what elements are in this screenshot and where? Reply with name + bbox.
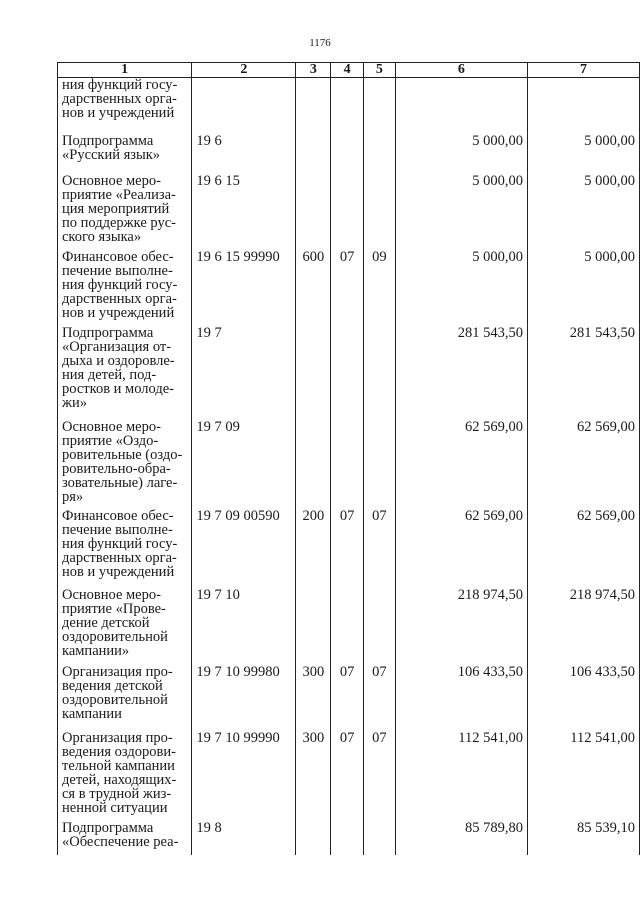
item-name: Основное меро- приятие «Реализа- ция мероприятий по поддержке рус- ского языка» <box>58 174 192 250</box>
section: 07 <box>331 731 364 821</box>
expense-type: 200 <box>296 509 331 588</box>
expense-type: 600 <box>296 250 331 326</box>
column-header: 2 <box>192 63 296 78</box>
subsection <box>363 78 395 134</box>
table-body <box>58 78 640 855</box>
subsection: 07 <box>363 665 395 731</box>
amount-col6: 5 000,00 <box>395 250 527 326</box>
subsection <box>363 174 395 250</box>
expense-type <box>296 174 331 250</box>
amount-col7: 5 000,00 <box>527 250 639 326</box>
amount-col7: 85 539,10 <box>527 821 639 855</box>
target-code <box>192 78 296 134</box>
target-code: 19 6 15 99990 <box>192 250 296 326</box>
section <box>331 326 364 420</box>
target-code: 19 6 15 <box>192 174 296 250</box>
target-code: 19 7 09 <box>192 420 296 509</box>
column-header: 6 <box>395 63 527 78</box>
section <box>331 821 364 855</box>
subsection <box>363 588 395 665</box>
target-code: 19 7 <box>192 326 296 420</box>
budget-table <box>57 62 640 855</box>
table-row <box>58 174 640 250</box>
item-name: Финансовое обес- печение выполне- ния функций госу- дарственных орга- нов и учреждений <box>58 250 192 326</box>
amount-col7 <box>527 78 639 134</box>
expense-type <box>296 78 331 134</box>
section <box>331 78 364 134</box>
section: 07 <box>331 509 364 588</box>
column-header: 7 <box>527 63 639 78</box>
expense-type <box>296 134 331 174</box>
amount-col6: 5 000,00 <box>395 174 527 250</box>
amount-col6: 106 433,50 <box>395 665 527 731</box>
table-row <box>58 509 640 588</box>
amount-col6: 62 569,00 <box>395 509 527 588</box>
expense-type <box>296 821 331 855</box>
target-code: 19 7 10 <box>192 588 296 665</box>
subsection <box>363 134 395 174</box>
page-number: 1176 <box>309 37 331 49</box>
expense-type: 300 <box>296 731 331 821</box>
section <box>331 420 364 509</box>
subsection: 07 <box>363 509 395 588</box>
item-name: ния функций госу- дарственных орга- нов и учреждений <box>58 78 192 134</box>
amount-col6: 112 541,00 <box>395 731 527 821</box>
amount-col7: 281 543,50 <box>527 326 639 420</box>
amount-col6: 281 543,50 <box>395 326 527 420</box>
item-name: Организация про- ведения оздорови- тельной кампании детей, находящих- ся в трудной жиз- ненной ситуации <box>58 731 192 821</box>
table-row <box>58 134 640 174</box>
column-header: 4 <box>331 63 364 78</box>
subsection <box>363 420 395 509</box>
amount-col7: 112 541,00 <box>527 731 639 821</box>
expense-type <box>296 326 331 420</box>
item-name: Подпрограмма «Русский язык» <box>58 134 192 174</box>
section: 07 <box>331 665 364 731</box>
table-row <box>58 78 640 134</box>
table-row <box>58 420 640 509</box>
section <box>331 174 364 250</box>
item-name: Организация про- ведения детской оздоровительной кампании <box>58 665 192 731</box>
item-name: Подпрограмма «Обеспечение реа- <box>58 821 192 855</box>
subsection <box>363 326 395 420</box>
section <box>331 134 364 174</box>
column-header: 3 <box>296 63 331 78</box>
expense-type <box>296 588 331 665</box>
table-row <box>58 326 640 420</box>
column-header: 1 <box>58 63 192 78</box>
subsection: 09 <box>363 250 395 326</box>
subsection: 07 <box>363 731 395 821</box>
expense-type: 300 <box>296 665 331 731</box>
subsection <box>363 821 395 855</box>
target-code: 19 6 <box>192 134 296 174</box>
item-name: Финансовое обес- печение выполне- ния функций госу- дарственных орга- нов и учреждений <box>58 509 192 588</box>
table-row <box>58 665 640 731</box>
amount-col6 <box>395 78 527 134</box>
amount-col6: 85 789,80 <box>395 821 527 855</box>
table-row <box>58 588 640 665</box>
item-name: Основное меро- приятие «Прове- дение детской оздоровительной кампании» <box>58 588 192 665</box>
amount-col7: 62 569,00 <box>527 420 639 509</box>
column-header: 5 <box>363 63 395 78</box>
table-row <box>58 821 640 855</box>
amount-col6: 218 974,50 <box>395 588 527 665</box>
amount-col7: 106 433,50 <box>527 665 639 731</box>
amount-col7: 218 974,50 <box>527 588 639 665</box>
amount-col7: 5 000,00 <box>527 174 639 250</box>
expense-type <box>296 420 331 509</box>
amount-col7: 62 569,00 <box>527 509 639 588</box>
item-name: Основное меро- приятие «Оздо- ровительные (оздо- ровительно-обра- зовательные) лаге- ря» <box>58 420 192 509</box>
table-row <box>58 731 640 821</box>
amount-col6: 62 569,00 <box>395 420 527 509</box>
amount-col6: 5 000,00 <box>395 134 527 174</box>
target-code: 19 8 <box>192 821 296 855</box>
header-row <box>58 63 640 78</box>
target-code: 19 7 09 00590 <box>192 509 296 588</box>
amount-col7: 5 000,00 <box>527 134 639 174</box>
target-code: 19 7 10 99990 <box>192 731 296 821</box>
section: 07 <box>331 250 364 326</box>
table-row <box>58 250 640 326</box>
item-name: Подпрограмма «Организация от- дыха и оздоровле- ния детей, под- ростков и молоде- жи» <box>58 326 192 420</box>
target-code: 19 7 10 99980 <box>192 665 296 731</box>
section <box>331 588 364 665</box>
table-header <box>58 63 640 78</box>
